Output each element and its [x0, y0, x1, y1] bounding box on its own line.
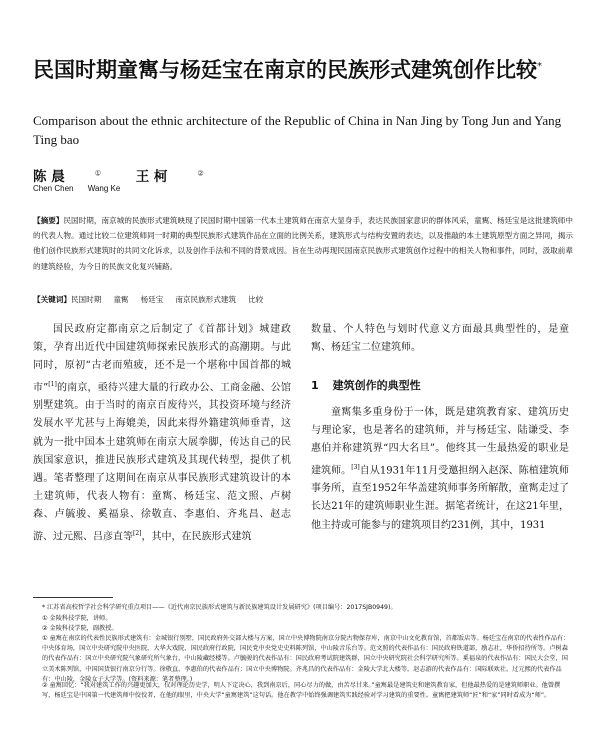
title-footnote-mark: *: [537, 61, 542, 72]
keyword-5: 比较: [248, 295, 264, 304]
keyword-3: 杨廷宝: [140, 295, 164, 304]
citation-1: [1]: [48, 380, 57, 388]
author-names-zh: [33, 165, 234, 185]
author-1: 陈 晨 ①: [33, 169, 101, 185]
section-heading-1: [311, 377, 569, 393]
keyword-4: 南京民族形式建筑: [175, 295, 237, 304]
citation-2: [2]: [133, 529, 142, 537]
abstract-text: 民国时期，南京城的民族形式建筑映现了民国时期中国第一代本土建筑师在南京大显身手，表达民族国家意识的群体风采，童寯、杨廷宝是这批建筑师中的代表人物。通过比较二位建筑师同一时期的典型民族形式建筑作品在立面的比例关系，建筑形式与结构安置的表达，以及推敲的本土建筑原型方面之异同，揭示他们创作民族形式建筑时的共同文化诉求，以及创作手法和不同的背景成因。旨在生动再现民国南京民族形式建筑创作过程中的相关人物和事件，同时，汲取前辈的建筑经验，为今日的民族文化复兴铺路。: [33, 216, 574, 271]
author-names-en: [33, 184, 132, 193]
body-right-paragraph-1: 数量、个人特色与划时代意义方面最具典型性的，是童寯、杨廷宝二位建筑师。: [311, 324, 569, 354]
footnote-funding: * 江苏省高校哲学社会科学研究重点项目——《近代南京民族形式建筑与新民族建筑设计发展研究》(项目编号：2017SJB0949)。: [42, 604, 397, 611]
citation-3: [3]: [351, 463, 360, 471]
keyword-1: 民国时期: [70, 295, 102, 304]
footnote-author-1: ① 金陵科技学院，讲师。: [42, 615, 112, 622]
footnote-note-2: ② 童寯回忆：“我对建筑工作的兴趣更加大，仅对理论历史学，明人下定决心，我到南京后，同心尽力的做，由苦尽甘来。”童寯最是建筑史和建筑教育家，但他最热爱的是建筑师职业。他曾撰写，杨廷宝是中国第一代建筑师中佼佼者，在他的眼里，中央大学“童寯建筑”这句话。他在教学中始终强调建筑实践经验对学习建筑的重要性。童寯把建筑师“匠”和“家”同时看成为“师”。: [42, 682, 561, 700]
keywords-label: 【关键词】: [33, 295, 71, 304]
author-2: 王 柯 ②: [135, 169, 204, 185]
paper-title-en: Comparison about the ethnic architecture of the Republic of China in Nan Jing by Tong Jun and Yang Ting bao: [33, 113, 562, 147]
abstract: [33, 213, 573, 274]
author-1-en: Chen Chen: [33, 184, 74, 193]
footnote-note-1: ① 童寯在南京的代表性民族形式建筑有：金城银行别墅，国民政府外交部大楼与方案，国立中央博物院南京分院古物保存库，南京中山文化教育馆，首都饭店等。杨廷宝在南京的代表性作品有：中央体育场，国立中央研究院中央医院，大华大戏院，国民政府行政院，国民党中央党史史料陈列馆，中山陵音乐台等。范文照的代表作品有：国民政府铁道部，励志社，华侨招待所等。卢树森的代表作品有：国立中央研究院气象研究所气象台，中山陵藏经楼等。卢毓骏的代表作品有：国民政府考试院建筑群，国立中央研究院社会科学研究所等。奚福泉的代表作品有：国民大会堂，国立美术陈列馆，中国国货银行南京分行等。徐敬直，李惠伯的代表作品有：国立中央博物院。齐兆昌的代表作品有：金陵大学北大楼等。赵志游的代表作品有：国际联欢社。过元熙的代表作品有：中山陵，金陵女子大学等。(资料来源：笔者整理。): [42, 635, 570, 683]
footnote-divider: [33, 597, 113, 598]
section-number: 1: [311, 379, 319, 392]
paper-title-zh-text: 民国时期童寯与杨廷宝在南京的民族形式建筑创作比较: [33, 58, 537, 82]
section-title: 建筑创作的典型性: [332, 379, 421, 392]
body-right-paragraph-2: 童寯集多重身份于一体，既是建筑教育家、建筑历史与理论家，也是著名的建筑师，并与杨廷宝、陆谦受、李惠伯并称建筑界“四大名旦”。他终其一生最热爱的职业是建筑师。[3]自从1931年11月受邀担纲入赵深、陈植建筑师事务所，直至1952年华盖建筑师事务所解散，童寯走过了长达21年的建筑师职业生涯。据笔者统计，在这21年里，他主持或可能参与的建筑项目约231例，其中，1931: [311, 407, 569, 531]
body-left-column: 国民政府定都南京之后制定了《首都计划》城建政策，孕育出近代中国建筑师探索民族形式的高潮期。与此同时，原初“古老而殖疲，还不是一个堪称中国首都的城市”[1]的南京，亟待兴建大量的行政办公、工商金融、公馆别墅建筑。由于当时的南京百废待兴，其投资环境与经济发展水平尤甚与上海媲美，因此来得外籍建筑师垂青，这就为一批中国本土建筑师在南京大展拳脚，传达自己的民族国家意识，推进民族形式建筑及其现代转型，提供了机遇。笔者整理了这期间在南京从事民族形式建筑设计的本土建筑师，代表人物有：童寯、杨廷宝、范文照、卢树森、卢毓骏、奚福泉、徐敬直、李惠伯、齐兆昌、赵志游、过元熙、吕彦直等[2]，其中，在民族形式建筑: [33, 324, 291, 542]
paper-title-zh: [33, 52, 573, 85]
abstract-label: 【摘要】: [33, 216, 64, 225]
keywords: [33, 292, 573, 307]
footnote-author-2: ② 金陵科技学院，副教授。: [42, 625, 118, 632]
author-2-en: Wang Ke: [87, 184, 121, 193]
keyword-2: 童寯: [113, 295, 129, 304]
